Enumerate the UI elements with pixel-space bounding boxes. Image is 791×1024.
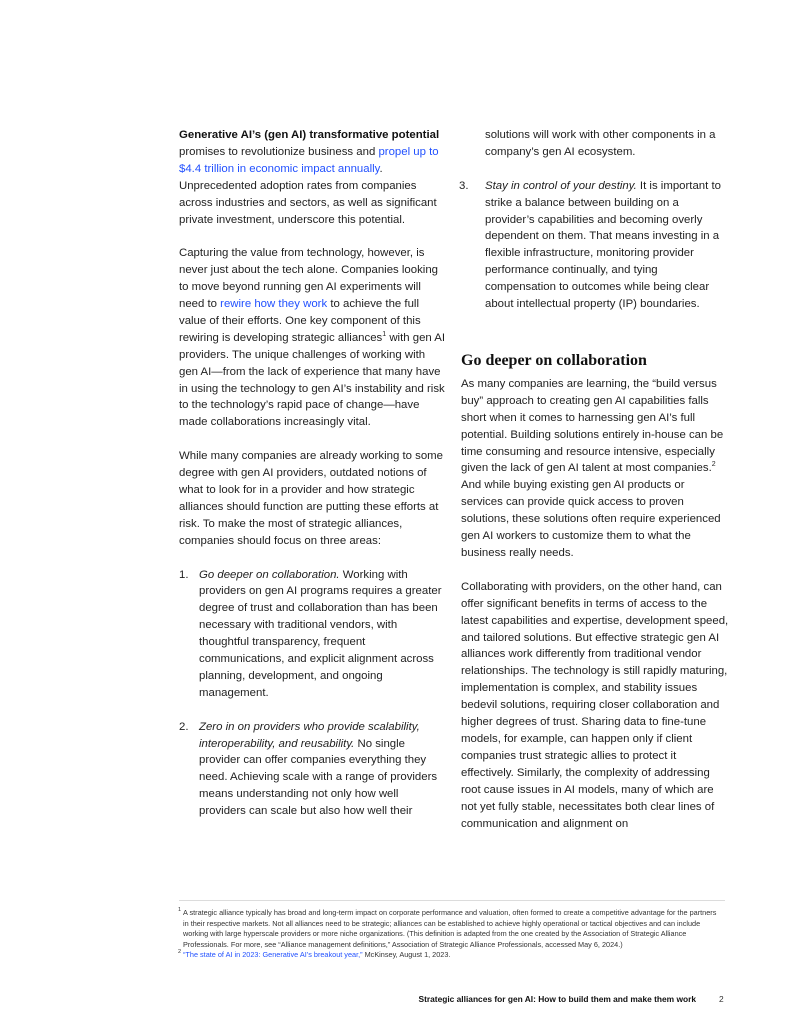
list-number-3: 3. [459, 179, 469, 192]
list-item-3-title: Stay in control of your destiny. [485, 179, 637, 192]
footnote-1-mark: 1 [178, 907, 182, 913]
intro-bold-lead: Generative AI’s (gen AI) transformative potential [179, 129, 440, 141]
p2-text-continued: to achieve the full value of their efforts. One key component of this rewiring is developing strategic alliances [179, 298, 421, 344]
list-item-3 [461, 178, 729, 313]
left-column [179, 127, 447, 837]
list-item-2-continued: solutions will work with other components in a company’s gen AI ecosystem. [485, 129, 716, 158]
rewire-link[interactable]: rewire how they work [220, 298, 328, 311]
capturing-value-paragraph [179, 245, 447, 431]
economic-impact-link[interactable]: propel up to $4.4 trillion in economic impact annually [179, 145, 439, 175]
footnotes [179, 908, 723, 961]
list-item-2 [179, 719, 447, 820]
footnote-1 [179, 908, 723, 950]
footnote-divider [179, 900, 725, 901]
right-column [461, 127, 729, 849]
p2-text-end: with gen AI providers. The unique challenges of working with gen AI—from the lack of experience that many have in using the technology to gen AI’s instability and risk to the technology’s rapid pace of change—have made collaborations increasingly vital. [179, 331, 446, 429]
list-item-1-text: Working with providers on gen AI programs requires a greater degree of trust and collaboration than has been necessary with traditional vendors, with thoughtful transparency, frequent communications, and explicit alignment across planning, development, and ongoing management. [199, 568, 442, 699]
list-item-1-title: Go deeper on collaboration. [199, 568, 340, 581]
three-areas-paragraph: While many companies are already working to some degree with gen AI providers, outdated notions of what to look for in a provider and how strategic alliances should function are putting these efforts at risk. To make the most of strategic alliances, companies should focus on three areas: [179, 450, 443, 547]
list-number-1: 1. [179, 568, 189, 581]
list-item-2-title: Zero in on providers who provide scalability, interoperability, and reusability. [199, 720, 420, 750]
build-vs-buy-paragraph [461, 376, 729, 562]
footnote-2 [179, 950, 723, 961]
list-number-2: 2. [179, 720, 189, 733]
footnote-2-mark: 2 [178, 949, 182, 956]
build-vs-buy-text: As many companies are learning, the “build versus buy” approach to creating gen AI capabilities falls short when it comes to harnessing gen AI’s full potential. Building solutions entirely in-house can be time consuming and resource intensive, especially given the lack of gen AI talent at most companies. [461, 377, 724, 475]
footnote-ref-1[interactable]: 1 [382, 331, 387, 339]
list-item-2-text: No single provider can offer companies everything they need. Achieving scale with a range of providers means understanding not only how well providers can scale but also how well their [199, 737, 438, 818]
build-vs-buy-text-continued: And while buying existing gen AI products or services can provide quick access to proven solutions, these solutions often require experienced gen AI workers to customize them to what the business really needs. [461, 479, 721, 560]
p2-text: Capturing the value from technology, however, is never just about the tech alone. Companies looking to move beyond running gen AI experiments will need to [179, 247, 438, 311]
intro-paragraph [179, 127, 447, 228]
collaborating-paragraph: Collaborating with providers, on the other hand, can offer significant benefits in terms of access to the latest capabilities and expertise, development speed, and tailored solutions. But effective strategic gen AI alliances work differently from traditional vendor relationships. The technology is still rapidly maturing, implementation is complex, and stability issues bedevil solutions, requiring closer collaboration and higher degrees of trust. Sharing data to fine-tune models, for example, can happen only if client companies trust strategic allies to protect it effectively. Similarly, the complexity of addressing root cause issues in AI models, many of which are not yet fully stable, necessitates both clear lines of communication and alignment on [461, 580, 729, 830]
focus-areas-list [179, 567, 447, 821]
footnote-ref-2[interactable]: 2 [711, 461, 716, 469]
intro-text: promises to revolutionize business and [179, 145, 379, 158]
page-number: 2 [719, 994, 724, 1004]
footnote-2-text: McKinsey, August 1, 2023. [362, 950, 451, 960]
footnote-1-text: A strategic alliance typically has broad and long-term impact on corporate performance and valuation, often formed to create a competitive advantage for the partners in their respective markets. Not all alliances need to be strategic; alliances can be established to achieve highly operational or tactical objectives and can include working with large hyperscale providers or more niche organizations. (This definition is adapted from the one created by the Association of Strategic Alliance Professionals. For more, see “Alliance management definitions,” Association of Strategic Alliance Professionals, accessed May 6, 2024.) [183, 908, 717, 949]
list-item-1 [179, 567, 447, 702]
intro-text-continued: . Unprecedented adoption rates from companies across industries and sectors, as well as significant private investment, underscore this potential. [179, 162, 437, 226]
list-item-3-text: It is important to strike a balance between building on a provider’s capabilities and becoming overly dependent on them. That means investing in a flexible infrastructure, monitoring provider performance continually, and tying compensation to outcomes while being clear about intellectual property (IP) boundaries. [485, 179, 721, 311]
footer-title: Strategic alliances for gen AI: How to build them and make them work [418, 994, 696, 1004]
state-of-ai-link[interactable]: “The state of AI in 2023: Generative AI’s breakout year,” [183, 950, 363, 960]
section-heading: Go deeper on collaboration [461, 351, 647, 369]
